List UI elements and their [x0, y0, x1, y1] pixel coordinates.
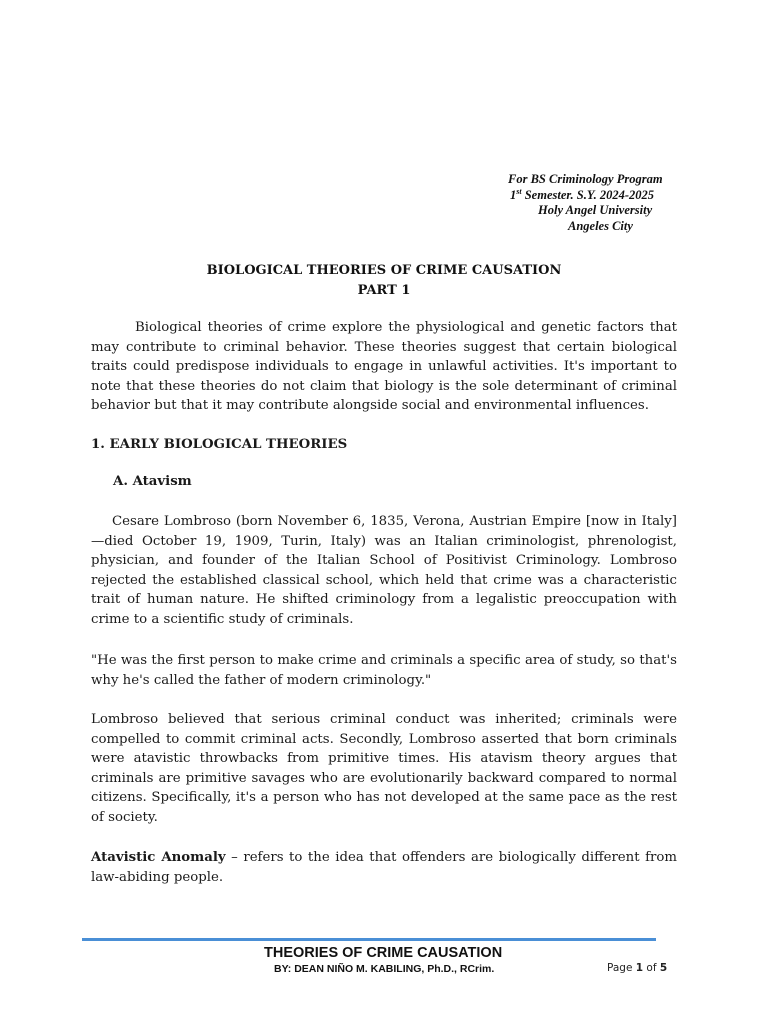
- page-number: [607, 962, 667, 974]
- definition-term: Atavistic Anomaly: [91, 850, 226, 865]
- intro-paragraph: Biological theories of crime explore the physiological and genetic factors that may contribute to criminal behavior. These theories suggest that certain biological traits could predispose individuals to engage in unlawful activities. It's important to note that these theories do not claim that biology is the sole determinant of criminal behavior but that it may contribute alongside social and environmental influences.: [91, 320, 677, 414]
- header-semester-ordinal: 1: [510, 187, 517, 202]
- document-title: BIOLOGICAL THEORIES OF CRIME CAUSATION: [206, 263, 562, 278]
- footer-title: THEORIES OF CRIME CAUSATION: [264, 945, 503, 961]
- section-heading: 1. EARLY BIOLOGICAL THEORIES: [91, 437, 348, 452]
- quote-paragraph: "He was the first person to make crime and criminals a specific area of study, so that's why he's called the father of modern criminology.": [91, 653, 677, 688]
- header-program: For BS Criminology Program: [508, 172, 663, 186]
- inherited-paragraph: Lombroso believed that serious criminal conduct was inherited; criminals were compelled to commit criminal acts. Secondly, Lombroso asserted that born criminals were atavistic throwbacks from primitive times. His atavism theory argues that criminals are primitive savages who are evolutionarily backward compared to normal citizens. Specifically, it's a person who has not developed at the same pace as the rest of society.: [91, 712, 677, 825]
- lombroso-paragraph: Cesare Lombroso (born November 6, 1835, Verona, Austrian Empire [now in Italy]—died October 19, 1909, Turin, Italy) was an Italian criminologist, phrenologist, physician, and founder of the Italian School of Positivist Criminology. Lombroso rejected the established classical school, which held that crime was a characteristic trait of human nature. He shifted criminology from a legalistic preoccupation with crime to a scientific study of criminals.: [91, 514, 677, 627]
- page-number-of: of: [643, 962, 660, 974]
- header-city: Angeles City: [568, 218, 633, 233]
- header-university: Holy Angel University: [538, 203, 653, 218]
- definition-paragraph: [91, 848, 677, 887]
- header-semester-suffix: st: [516, 186, 522, 196]
- document-subtitle: PART 1: [357, 283, 411, 298]
- subsection-heading: A. Atavism: [113, 474, 192, 489]
- page-number-label: Page: [607, 962, 636, 974]
- header-semester: [490, 188, 710, 204]
- header-semester-rest: Semester. S.Y. 2024-2025: [521, 187, 654, 202]
- footer-author: BY: DEAN NIÑO M. KABILING, Ph.D., RCrim.: [274, 963, 495, 975]
- definition-text: – refers to the idea that offenders are biologically different from law-abiding people.: [91, 850, 677, 885]
- page-number-current: 1: [635, 962, 644, 974]
- page-number-total: 5: [659, 962, 668, 974]
- footer-divider: [82, 938, 656, 941]
- document-header: [490, 172, 710, 234]
